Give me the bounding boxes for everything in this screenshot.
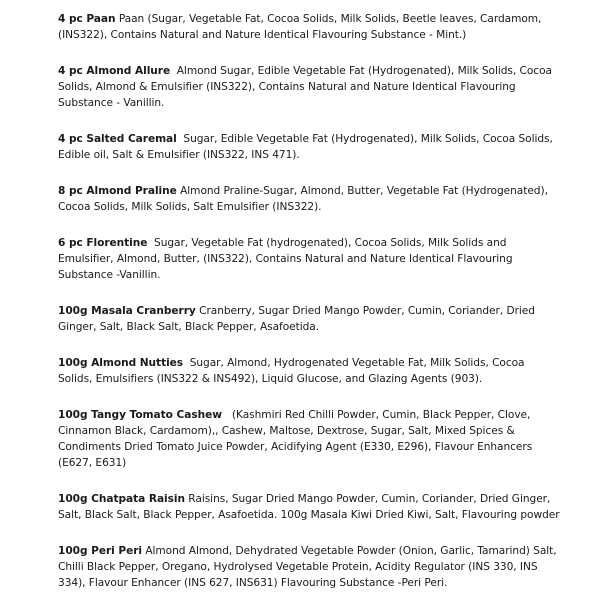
ingredient-text: Sugar, Vegetable Fat (hydrogenated), Cocoa Solids, Milk Solids and Emulsifier, Almond, Butter, (INS322), Contains Natural and Nature Identical Flavouring Substance -Vanillin. [58,237,513,281]
ingredient-text: Almond Praline-Sugar, Almond, Butter, Vegetable Fat (Hydrogenated), Cocoa Solids, Milk Solids, Salt Emulsifier (INS322). [58,185,548,213]
ingredient-text: Almond Sugar, Edible Vegetable Fat (Hydrogenated), Milk Solids, Cocoa Solids, Almond & Emulsifier (INS322), Contains Natural and Nature Identical Flavouring Substance - Vanillin. [58,65,552,109]
ingredient-entry-paan [58,11,560,43]
ingredient-entry-almond-praline [58,183,560,215]
ingredient-text: (Kashmiri Red Chilli Powder, Cumin, Black Pepper, Clove, Cinnamon Black, Cardamom),, Cashew, Maltose, Dextrose, Sugar, Salt, Mixed Spices & Condiments Dried Tomato Juice Powder, Acidifying Agent (E330, E296), Flavour Enhancers (E627, E631) [58,409,533,469]
ingredient-text: Almond Almond, Dehydrated Vegetable Powder (Onion, Garlic, Tamarind) Salt, Chilli Black Pepper, Oregano, Hydrolysed Vegetable Protein, Acidity Regulator (INS 330, INS 334), Flavour Enhancer (INS 627, INS631) Flavouring Substance -Peri Peri. [58,545,557,589]
ingredient-text: Paan (Sugar, Vegetable Fat, Cocoa Solids, Milk Solids, Beetle leaves, Cardamom, (INS322), Contains Natural and Nature Identical Flavouring Substance - Mint.) [58,13,542,41]
ingredient-name: 8 pc Almond Praline [58,185,177,197]
ingredient-entry-almond-nutties [58,355,560,387]
ingredient-entry-chatpata-raisin [58,491,560,523]
ingredient-name: 100g Almond Nutties [58,357,184,369]
ingredient-name: 100g Peri Peri [58,545,142,557]
ingredient-text: Cranberry, Sugar Dried Mango Powder, Cumin, Coriander, Dried Ginger, Salt, Black Salt, Black Pepper, Asafoetida. [58,305,535,333]
ingredient-entry-peri-peri [58,543,560,591]
ingredient-name: 6 pc Florentine [58,237,148,249]
ingredient-entry-salted-caremal [58,131,560,163]
ingredient-text: Sugar, Almond, Hydrogenated Vegetable Fat, Milk Solids, Cocoa Solids, Emulsifiers (INS322 & INS492), Liquid Glucose, and Glazing Agents (903). [58,357,525,385]
ingredient-entry-masala-cranberry [58,303,560,335]
ingredient-text: Raisins, Sugar Dried Mango Powder, Cumin, Coriander, Dried Ginger, Salt, Black Salt, Black Pepper, Asafoetida. 100g Masala Kiwi Dried Kiwi, Salt, Flavouring powder [58,493,560,521]
ingredient-name: 100g Chatpata Raisin [58,493,185,505]
ingredient-entry-tangy-tomato-cashew [58,407,560,471]
ingredient-entry-florentine [58,235,560,283]
ingredient-name: 4 pc Paan [58,13,116,25]
ingredient-name: 100g Tangy Tomato Cashew [58,409,222,421]
ingredient-text: Sugar, Edible Vegetable Fat (Hydrogenated), Milk Solids, Cocoa Solids, Edible oil, Salt & Emulsifier (INS322, INS 471). [58,133,553,161]
ingredient-name: 100g Masala Cranberry [58,305,196,317]
ingredient-name: 4 pc Salted Caremal [58,133,177,145]
ingredient-entry-almond-allure [58,63,560,111]
ingredient-name: 4 pc Almond Allure [58,65,171,77]
